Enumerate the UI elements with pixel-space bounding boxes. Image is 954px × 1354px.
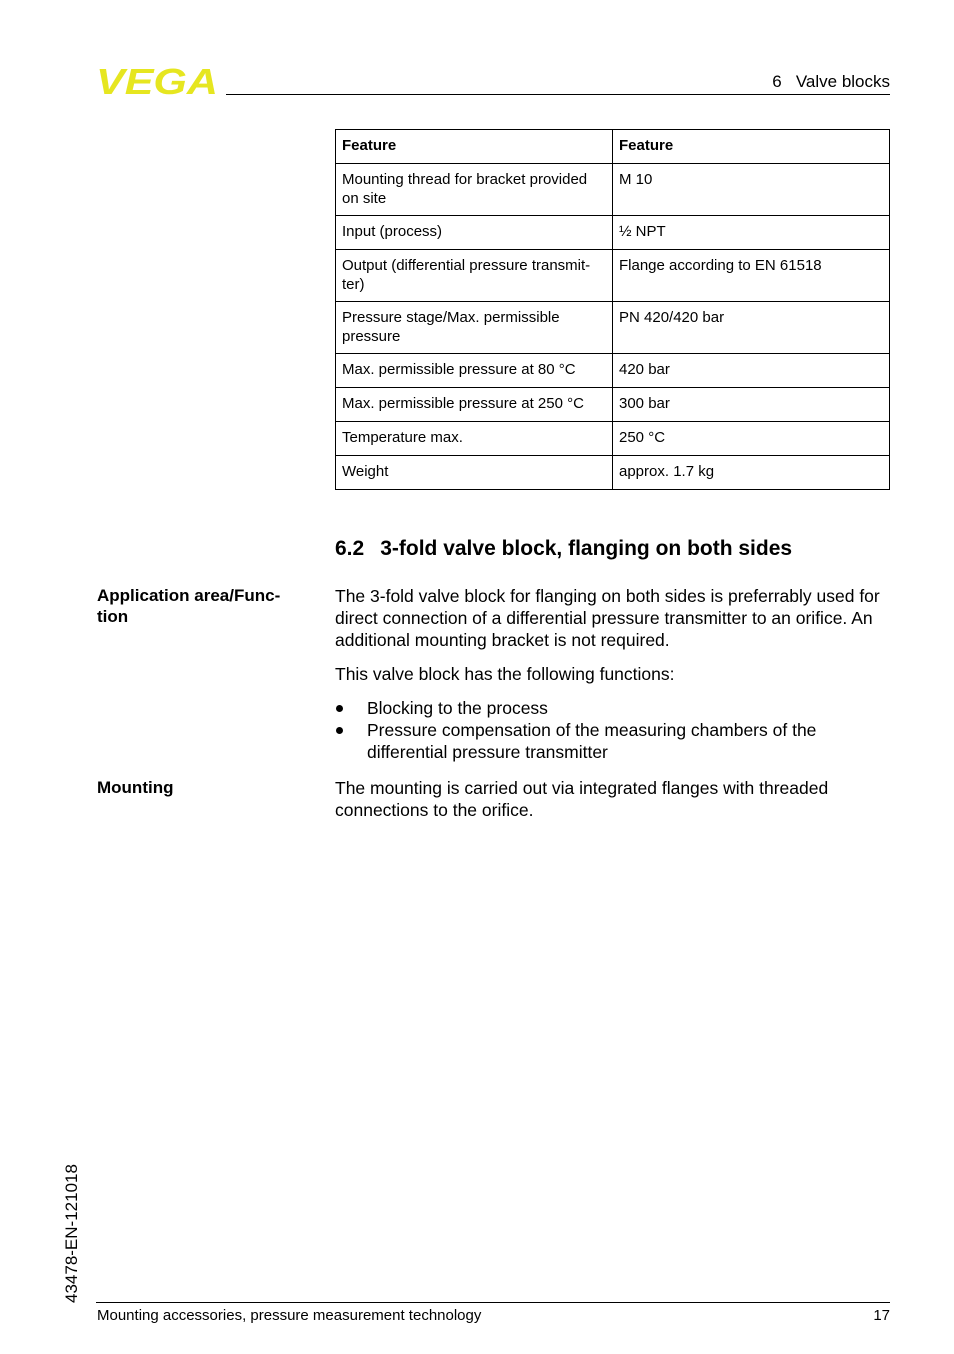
spec-table (335, 129, 890, 490)
vega-logo (96, 66, 220, 96)
list-item: Pressure compensation of the measuring chambers of the differential pressure transmitter (335, 719, 895, 763)
table-cell: Input (process) (336, 216, 613, 250)
table-cell: Max. permissible pressure at 250 °C (336, 388, 613, 422)
table-cell: Flange according to EN 61518 (613, 250, 890, 302)
application-intro: The 3-fold valve block for flanging on both sides is preferrably used for direct connection of a differential pressure transmitter to an orifice. An additional mounting bracket is not required. (335, 586, 880, 650)
table-row (336, 250, 890, 302)
bullet-icon (336, 727, 343, 734)
table-row (336, 164, 890, 216)
list-item: Blocking to the process (335, 697, 895, 719)
table-cell: Pressure stage/Max. permissible pressure (336, 302, 613, 354)
header-rule (226, 94, 890, 95)
logo-text: VEGA (96, 66, 218, 96)
bullet-icon (336, 705, 343, 712)
mounting-text: The mounting is carried out via integrated flanges with threaded connections to the orifice. (335, 778, 829, 820)
table-cell: Weight (336, 456, 613, 490)
table-cell: 300 bar (613, 388, 890, 422)
section-heading (335, 537, 792, 561)
footer-title: Mounting accessories, pressure measurement technology (97, 1307, 482, 1324)
table-cell: Temperature max. (336, 422, 613, 456)
table-cell: ½ NPT (613, 216, 890, 250)
table-header-cell: Feature (613, 130, 890, 164)
table-row (336, 216, 890, 250)
functions-intro: This valve block has the following functions: (335, 664, 675, 684)
header-section-title: 6 Valve blocks (772, 72, 890, 91)
page-number: 17 (873, 1307, 890, 1324)
section-title: 3-fold valve block, flanging on both sides (380, 537, 793, 560)
table-row (336, 302, 890, 354)
section-number: 6.2 (335, 537, 365, 560)
table-header-row (336, 130, 890, 164)
table-cell: M 10 (613, 164, 890, 216)
table-row (336, 388, 890, 422)
table-row (336, 422, 890, 456)
functions-list (335, 697, 895, 763)
table-cell: PN 420/420 bar (613, 302, 890, 354)
footer-rule (96, 1302, 890, 1303)
application-area-label: Application area/Func- tion (97, 586, 281, 626)
table-cell: Max. permissible pressure at 80 °C (336, 354, 613, 388)
table-cell: 420 bar (613, 354, 890, 388)
table-cell: Output (differential pressure transmit-ter) (336, 250, 613, 302)
table-cell: approx. 1.7 kg (613, 456, 890, 490)
table-cell: Mounting thread for bracket provided on site (336, 164, 613, 216)
table-row (336, 354, 890, 388)
mounting-label: Mounting (97, 778, 174, 797)
table-header-cell: Feature (336, 130, 613, 164)
document-code: 43478-EN-121018 (62, 1164, 81, 1303)
table-cell: 250 °C (613, 422, 890, 456)
table-row (336, 456, 890, 490)
